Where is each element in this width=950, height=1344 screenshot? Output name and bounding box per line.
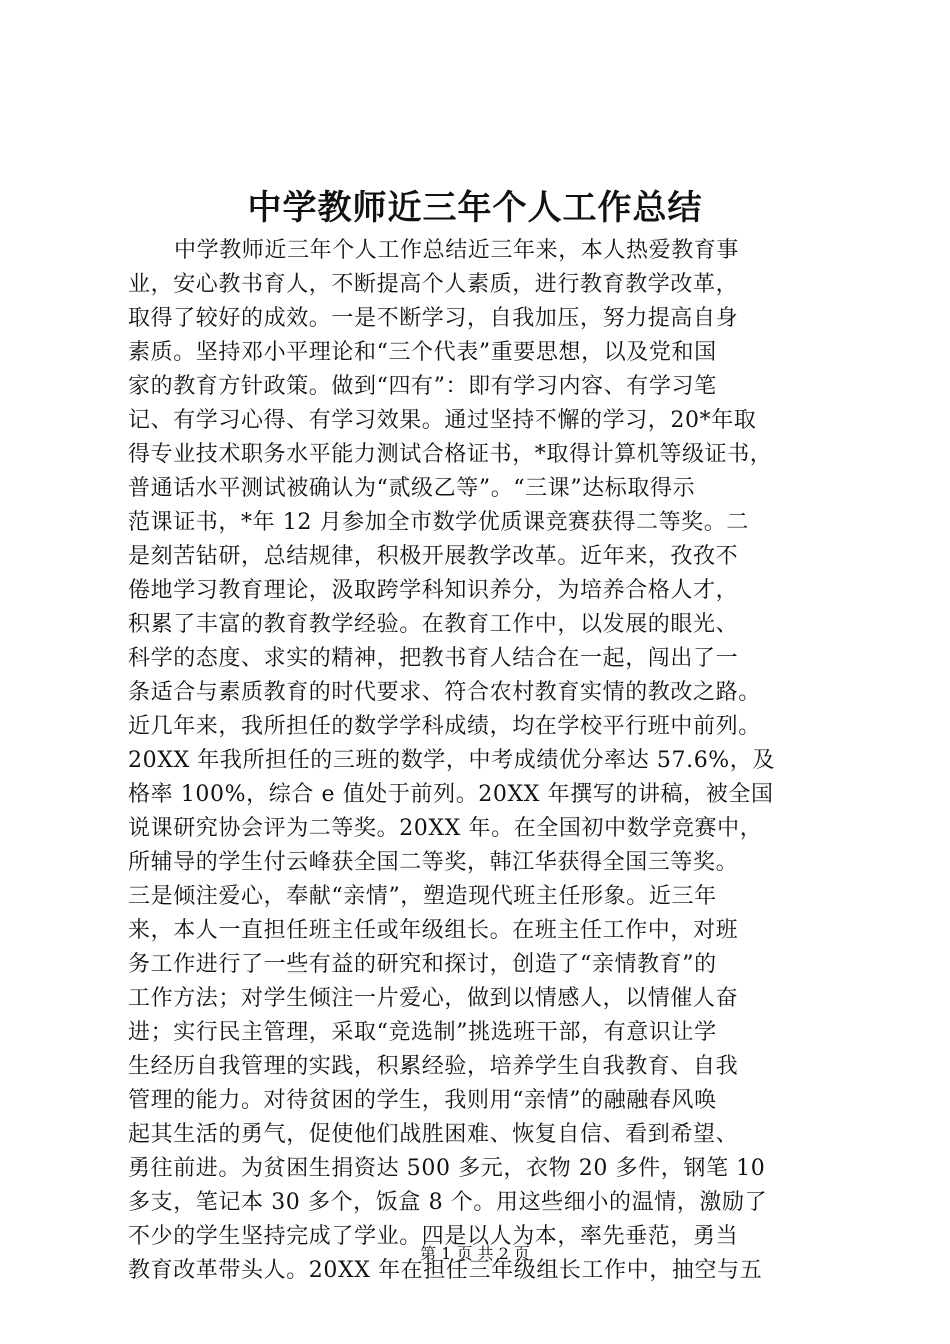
text-line: 素质。坚持邓小平理论和“三个代表”重要思想，以及党和国 [128, 340, 717, 365]
text-line: 多支，笔记本 30 多个，饭盒 8 个。用这些细小的温情，激励了 [128, 1190, 768, 1215]
text-line: 积累了丰富的教育教学经验。在教育工作中，以发展的眼光、 [128, 612, 739, 637]
text-line: 取得了较好的成效。一是不断学习，自我加压，努力提高自身 [128, 306, 739, 331]
text-line: 不少的学生坚持完成了学业。四是以人为本，率先垂范，勇当 [128, 1224, 739, 1249]
text-line: 倦地学习教育理论，汲取跨学科知识养分，为培养合格人才， [128, 578, 739, 603]
text-line: 勇往前进。为贫困生捐资达 500 多元，衣物 20 多件，钢笔 10 [128, 1156, 766, 1181]
text-line: 管理的能力。对待贫困的学生，我则用“亲情”的融融春风唤 [128, 1088, 717, 1113]
text-line: 说课研究协会评为二等奖。20XX 年。在全国初中数学竞赛中， [128, 816, 763, 841]
text-line: 起其生活的勇气，促使他们战胜困难、恢复自信、看到希望、 [128, 1122, 739, 1147]
text-line: 条适合与素质教育的时代要求、符合农村教育实情的教改之路。 [128, 680, 761, 705]
text-line: 业，安心教书育人，不断提高个人素质，进行教育教学改革， [128, 272, 739, 297]
text-line: 范课证书，*年 12 月参加全市数学优质课竞赛获得二等奖。二 [128, 510, 749, 535]
text-line: 科学的态度、求实的精神，把教书育人结合在一起，闯出了一 [128, 646, 739, 671]
text-line: 家的教育方针政策。做到“四有”：即有学习内容、有学习笔 [128, 374, 717, 399]
page-number-footer: 第 1 页 共 2 页 [420, 1244, 530, 1263]
text-line: 中学教师近三年个人工作总结近三年来，本人热爱教育事 [174, 238, 740, 263]
document-title: 中学教师近三年个人工作总结 [247, 188, 703, 228]
text-line: 生经历自我管理的实践，积累经验，培养学生自我教育、自我 [128, 1054, 739, 1079]
text-line: 普通话水平测试被确认为“贰级乙等”。“三课”达标取得示 [128, 476, 696, 501]
text-line: 20XX 年我所担任的三班的数学，中考成绩优分率达 57.6%，及 [128, 748, 775, 773]
text-line: 进；实行民主管理，采取“竞选制”挑选班干部，有意识让学 [128, 1020, 717, 1045]
text-line: 近几年来，我所担任的数学学科成绩，均在学校平行班中前列。 [128, 714, 761, 739]
text-line: 格率 100%，综合 e 值处于前列。20XX 年撰写的讲稿，被全国 [128, 782, 774, 807]
text-line: 工作方法；对学生倾注一片爱心，做到以情感人，以情催人奋 [128, 986, 739, 1011]
text-line: 务工作进行了一些有益的研究和探讨，创造了“亲情教育”的 [128, 952, 717, 977]
text-line: 所辅导的学生付云峰获全国二等奖，韩江华获得全国三等奖。 [128, 850, 739, 875]
body-paragraph [128, 234, 828, 1288]
text-line: 三是倾注爱心，奉献“亲情”，塑造现代班主任形象。近三年 [128, 884, 717, 909]
text-line: 记、有学习心得、有学习效果。通过坚持不懈的学习，20*年取 [128, 408, 757, 433]
text-line: 是刻苦钻研，总结规律，积极开展教学改革。近年来，孜孜不 [128, 544, 739, 569]
text-line: 来，本人一直担任班主任或年级组长。在班主任工作中，对班 [128, 918, 739, 943]
text-line: 得专业技术职务水平能力测试合格证书，*取得计算机等级证书， [128, 442, 773, 467]
text-line: 教育改革带头人。20XX 年在担任三年级组长工作中，抽空与五 [128, 1258, 763, 1283]
